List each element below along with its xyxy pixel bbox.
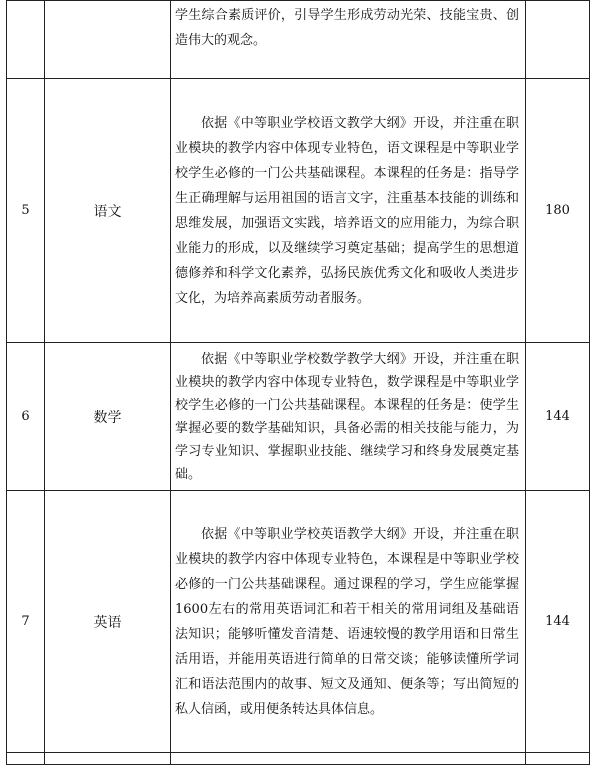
course-name (45, 1, 171, 79)
course-description: 依据《中等职业学校语文教学大纲》开设，并注重在职业模块的教学内容中体现专业特色，语文课程是中等职业学校学生必修的一门公共基础课程。本课程的任务是：指导学生正确理解与运用祖国的语言文字，注重基本技能的训练和思维发展，加强语文实践，培养语文的应用能力，为综合职业能力的形成，以及继续学习奠定基础；提高学生的思想道德修养和科学文化素养，弘扬民族优秀文化和吸收人类进步文化，为培养高素质劳动者服务。 (175, 115, 519, 306)
course-hours: 180 (526, 79, 590, 343)
table-row (7, 1, 590, 79)
course-name: 语文 (45, 79, 171, 343)
table-row (7, 491, 590, 753)
row-number: 7 (7, 491, 45, 753)
table-row (7, 343, 590, 491)
course-hours (526, 1, 590, 79)
course-description-cell (171, 1, 526, 79)
course-name: 英语 (45, 491, 171, 753)
course-hours: 144 (526, 343, 590, 491)
course-description-cell (171, 491, 526, 753)
course-description: 学生综合素质评价，引导学生形成劳动光荣、技能宝贵、创造伟大的观念。 (175, 8, 519, 48)
row-number: 5 (7, 79, 45, 343)
table-row (7, 79, 590, 343)
course-description-cell (171, 79, 526, 343)
course-table (6, 0, 590, 765)
course-name: 数学 (45, 343, 171, 491)
course-hours: 144 (526, 491, 590, 753)
course-description: 依据《中等职业学校数学教学大纲》开设，并注重在职业模块的教学内容中体现专业特色，数学课程是中等职业学校学生必修的一门公共基础课程。本课程的任务是：使学生掌握必要的数学基础知识，具备必需的相关技能与能力，为学习专业知识、掌握职业技能、继续学习和终身发展奠定基础。 (175, 351, 519, 482)
course-description-cell (171, 343, 526, 491)
row-number: 6 (7, 343, 45, 491)
row-number (7, 1, 45, 79)
course-description: 依据《中等职业学校英语教学大纲》开设，并注重在职业模块的教学内容中体现专业特色，本课程是中等职业学校必修的一门公共基础课程。通过课程的学习，学生应能掌握1600左右的常用英语词汇和若干相关的常用词组及基础语法知识；能够听懂发音清楚、语速较慢的教学用语和日常生活用语，并能用英语进行简单的日常交谈；能够读懂所学词汇和语法范围内的故事、短文及通知、便条等；写出简短的私人信函，或用便条转达具体信息。 (175, 526, 519, 717)
